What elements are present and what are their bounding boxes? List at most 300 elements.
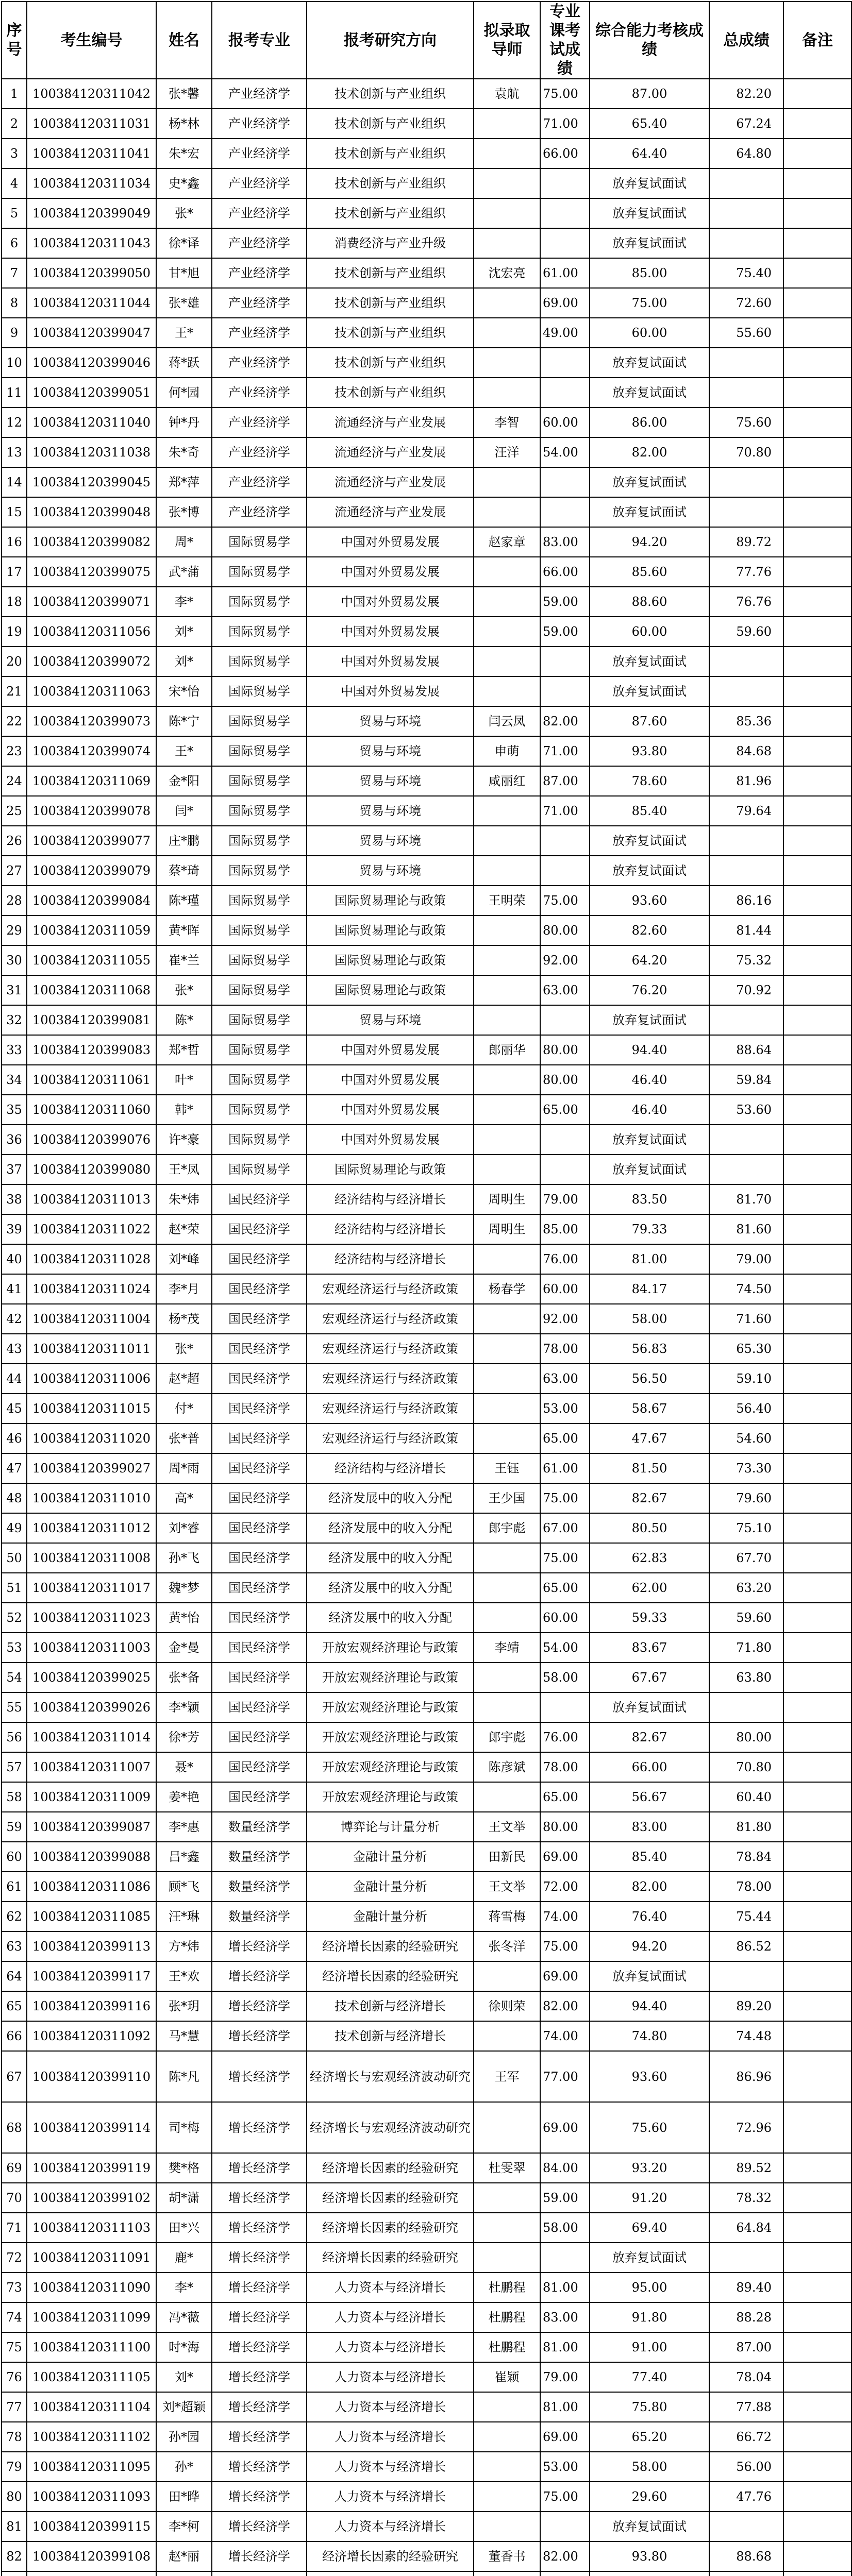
table-row [2, 2273, 851, 2302]
exam-score-cell: 82.00 [540, 1991, 590, 2021]
remarks-cell [783, 1065, 851, 1095]
table-row [2, 1663, 851, 1692]
total-score-cell: 71.60 [709, 1304, 783, 1334]
total-score-cell: 77.76 [709, 557, 783, 587]
exam-score-cell [540, 1155, 590, 1184]
exam-id-cell: 100384120311009 [27, 1782, 156, 1812]
seq-cell: 5 [2, 198, 27, 228]
major-cell [212, 2571, 307, 2576]
advisor-cell [474, 1244, 540, 1274]
name-cell: 孙*飞 [156, 1543, 212, 1573]
exam-id-cell: 100384120399088 [27, 1842, 156, 1872]
exam-id-cell: 100384120311008 [27, 1543, 156, 1573]
total-score-cell: 59.10 [709, 1364, 783, 1394]
total-score-cell: 78.00 [709, 1872, 783, 1902]
remarks-cell [783, 1364, 851, 1394]
exam-score-cell [540, 647, 590, 676]
exam-score-cell [540, 228, 590, 258]
exam-score-cell: 76.00 [540, 1722, 590, 1752]
total-score-cell: 56.00 [709, 2452, 783, 2482]
seq-cell: 4 [2, 168, 27, 198]
advisor-cell [474, 1334, 540, 1364]
direction-cell: 流通经济与产业发展 [307, 408, 474, 437]
remarks-cell [783, 975, 851, 1005]
exam-score-cell: 76.00 [540, 1244, 590, 1274]
advisor-cell: 杜鹏程 [474, 2273, 540, 2302]
exam-score-cell: 82.00 [540, 2541, 590, 2571]
advisor-cell [474, 1095, 540, 1125]
total-score-cell: 84.68 [709, 736, 783, 766]
seq-cell: 56 [2, 1722, 27, 1752]
exam-id-cell: 100384120399072 [27, 647, 156, 676]
major-cell: 国民经济学 [212, 1513, 307, 1543]
interview-score-cell: 放弃复试面试 [590, 647, 709, 676]
exam-score-cell: 65.00 [540, 1573, 590, 1603]
direction-cell: 国际贸易理论与政策 [307, 975, 474, 1005]
advisor-cell [474, 1961, 540, 1991]
exam-score-cell: 69.00 [540, 2102, 590, 2153]
major-cell: 产业经济学 [212, 79, 307, 109]
total-score-cell [709, 228, 783, 258]
remarks-cell [783, 1573, 851, 1603]
interview-score-cell: 74.80 [590, 2021, 709, 2051]
exam-score-cell [540, 2512, 590, 2541]
remarks-cell [783, 1692, 851, 1722]
seq-cell: 33 [2, 1035, 27, 1065]
interview-score-cell: 放弃复试面试 [590, 348, 709, 378]
exam-score-cell: 81.00 [540, 2392, 590, 2422]
advisor-cell [474, 1364, 540, 1394]
name-cell: 赵*丽 [156, 2541, 212, 2571]
table-row [2, 2102, 851, 2153]
remarks-cell [783, 2153, 851, 2183]
total-score-cell: 89.52 [709, 2153, 783, 2183]
total-score-cell: 80.00 [709, 1722, 783, 1752]
direction-cell: 技术创新与产业组织 [307, 139, 474, 168]
name-cell: 杨*茂 [156, 1304, 212, 1334]
name-cell: 聂* [156, 1752, 212, 1782]
interview-score-cell: 93.80 [590, 736, 709, 766]
remarks-cell [783, 1961, 851, 1991]
seq-cell: 28 [2, 886, 27, 916]
direction-cell: 开放宏观经济理论与政策 [307, 1633, 474, 1663]
table-row [2, 79, 851, 109]
interview-score-cell: 放弃复试面试 [590, 168, 709, 198]
total-score-cell [709, 1005, 783, 1035]
remarks-cell [783, 378, 851, 408]
direction-cell: 经济增长因素的经验研究 [307, 1931, 474, 1961]
interview-score-cell: 29.60 [590, 2482, 709, 2512]
remarks-cell [783, 1453, 851, 1483]
interview-score-cell: 76.40 [590, 1902, 709, 1931]
name-cell: 周* [156, 527, 212, 557]
exam-score-cell [540, 1125, 590, 1155]
advisor-cell: 郎宇彪 [474, 1722, 540, 1752]
exam-score-cell: 80.00 [540, 1812, 590, 1842]
table-row [2, 796, 851, 826]
interview-score-cell: 放弃复试面试 [590, 1692, 709, 1722]
name-cell: 刘* [156, 617, 212, 647]
interview-score-cell: 放弃复试面试 [590, 826, 709, 856]
direction-cell: 技术创新与产业组织 [307, 258, 474, 288]
interview-score-cell: 58.67 [590, 1394, 709, 1423]
total-score-cell [709, 467, 783, 497]
advisor-cell [474, 975, 540, 1005]
remarks-cell [783, 1095, 851, 1125]
advisor-cell [474, 109, 540, 139]
name-cell: 何*园 [156, 378, 212, 408]
exam-score-cell: 77.00 [540, 2051, 590, 2102]
exam-id-cell: 100384120311020 [27, 1423, 156, 1453]
interview-score-cell: 82.67 [590, 1483, 709, 1513]
name-cell: 蔡*琦 [156, 856, 212, 886]
major-cell: 国际贸易学 [212, 916, 307, 945]
exam-score-cell: 63.00 [540, 1364, 590, 1394]
seq-cell: 66 [2, 2021, 27, 2051]
table-row [2, 139, 851, 168]
major-cell: 增长经济学 [212, 2302, 307, 2332]
table-row [2, 198, 851, 228]
total-score-cell [709, 1961, 783, 1991]
interview-score-cell: 82.00 [590, 1872, 709, 1902]
table-row [2, 2153, 851, 2183]
exam-id-cell: 100384120399051 [27, 378, 156, 408]
table-row [2, 1692, 851, 1722]
exam-score-cell: 65.00 [540, 1095, 590, 1125]
major-cell: 国际贸易学 [212, 587, 307, 617]
seq-cell: 81 [2, 2512, 27, 2541]
exam-id-cell: 100384120311024 [27, 1274, 156, 1304]
table-row [2, 1722, 851, 1752]
name-cell: 徐*芳 [156, 1722, 212, 1752]
name-cell: 李*柯 [156, 2512, 212, 2541]
seq-cell: 27 [2, 856, 27, 886]
remarks-cell [783, 647, 851, 676]
direction-cell: 开放宏观经济理论与政策 [307, 1692, 474, 1722]
major-cell: 国民经济学 [212, 1633, 307, 1663]
total-score-cell: 64.84 [709, 2213, 783, 2243]
total-score-cell: 89.20 [709, 1991, 783, 2021]
name-cell: 刘*超颖 [156, 2392, 212, 2422]
table-row [2, 1453, 851, 1483]
direction-cell: 人力资本与经济增长 [307, 2512, 474, 2541]
seq-cell: 55 [2, 1692, 27, 1722]
direction-cell: 经济结构与经济增长 [307, 1214, 474, 1244]
major-cell: 国际贸易学 [212, 676, 307, 706]
direction-cell: 人力资本与经济增长 [307, 2302, 474, 2332]
exam-score-cell: 59.00 [540, 617, 590, 647]
direction-cell: 博弈论与计量分析 [307, 1812, 474, 1842]
major-cell: 国际贸易学 [212, 826, 307, 856]
direction-cell: 经济结构与经济增长 [307, 1184, 474, 1214]
exam-score-cell: 60.00 [540, 408, 590, 437]
major-cell: 国民经济学 [212, 1603, 307, 1633]
major-cell: 增长经济学 [212, 1991, 307, 2021]
exam-score-cell: 69.00 [540, 288, 590, 318]
major-cell: 增长经济学 [212, 2183, 307, 2213]
direction-cell: 经济发展中的收入分配 [307, 1543, 474, 1573]
name-cell: 刘*峰 [156, 1244, 212, 1274]
interview-score-cell: 87.60 [590, 706, 709, 736]
interview-score-cell: 86.00 [590, 408, 709, 437]
exam-score-cell: 79.00 [540, 1184, 590, 1214]
advisor-cell: 郎丽华 [474, 1035, 540, 1065]
table-row [2, 2021, 851, 2051]
interview-score-cell: 82.00 [590, 437, 709, 467]
major-cell: 国民经济学 [212, 1483, 307, 1513]
table-row [2, 1035, 851, 1065]
table-row [2, 557, 851, 587]
name-cell: 金*阳 [156, 766, 212, 796]
total-score-cell: 79.00 [709, 1244, 783, 1274]
exam-score-cell [540, 348, 590, 378]
remarks-cell [783, 766, 851, 796]
advisor-cell [474, 1394, 540, 1423]
exam-score-cell: 74.00 [540, 1902, 590, 1931]
exam-score-cell: 67.00 [540, 1513, 590, 1543]
remarks-cell [783, 676, 851, 706]
name-cell: 赵*超 [156, 1364, 212, 1394]
exam-score-cell: 83.00 [540, 2302, 590, 2332]
exam-id-cell: 100384120399026 [27, 1692, 156, 1722]
total-score-cell: 66.72 [709, 2422, 783, 2452]
advisor-cell: 郎宇彪 [474, 1513, 540, 1543]
total-score-cell [709, 2243, 783, 2273]
advisor-cell [474, 676, 540, 706]
advisor-cell: 汪洋 [474, 437, 540, 467]
remarks-cell [783, 2102, 851, 2153]
interview-score-cell: 46.40 [590, 1095, 709, 1125]
direction-cell: 技术创新与产业组织 [307, 348, 474, 378]
interview-score-cell: 88.60 [590, 587, 709, 617]
remarks-cell [783, 2243, 851, 2273]
exam-score-cell [540, 826, 590, 856]
major-cell: 增长经济学 [212, 2153, 307, 2183]
seq-cell: 79 [2, 2452, 27, 2482]
table-row [2, 2362, 851, 2392]
seq-cell: 19 [2, 617, 27, 647]
name-cell: 张*普 [156, 1423, 212, 1453]
remarks-cell [783, 1722, 851, 1752]
table-row [2, 706, 851, 736]
exam-id-cell: 100384120311099 [27, 2302, 156, 2332]
exam-score-cell: 61.00 [540, 258, 590, 288]
total-score-cell [709, 2571, 783, 2576]
total-score-cell: 77.88 [709, 2392, 783, 2422]
table-row [2, 258, 851, 288]
name-cell: 陈*凡 [156, 2051, 212, 2102]
remarks-cell [783, 2302, 851, 2332]
seq-cell: 71 [2, 2213, 27, 2243]
exam-score-cell: 65.00 [540, 1782, 590, 1812]
table-row [2, 1961, 851, 1991]
advisor-cell [474, 1603, 540, 1633]
name-cell: 李*惠 [156, 1812, 212, 1842]
advisor-cell: 申萌 [474, 736, 540, 766]
exam-id-cell: 100384120311004 [27, 1304, 156, 1334]
major-cell: 国际贸易学 [212, 647, 307, 676]
total-score-cell: 79.64 [709, 796, 783, 826]
major-cell: 产业经济学 [212, 198, 307, 228]
direction-cell: 贸易与环境 [307, 826, 474, 856]
name-cell: 赵*荣 [156, 1214, 212, 1244]
seq-cell: 6 [2, 228, 27, 258]
name-cell: 张*玥 [156, 1991, 212, 2021]
exam-id-cell: 100384120311059 [27, 916, 156, 945]
exam-id-cell: 100384120311086 [27, 1872, 156, 1902]
seq-cell: 16 [2, 527, 27, 557]
interview-score-cell: 80.50 [590, 1513, 709, 1543]
interview-score-cell: 83.00 [590, 1812, 709, 1842]
remarks-cell [783, 1334, 851, 1364]
interview-score-cell: 放弃复试面试 [590, 198, 709, 228]
seq-cell: 73 [2, 2273, 27, 2302]
remarks-cell [783, 2213, 851, 2243]
exam-score-cell [540, 467, 590, 497]
remarks-cell [783, 527, 851, 557]
exam-id-cell: 100384120399115 [27, 2512, 156, 2541]
col-header-name: 姓名 [156, 2, 212, 79]
name-cell: 田*兴 [156, 2213, 212, 2243]
interview-score-cell: 47.67 [590, 1423, 709, 1453]
table-row [2, 378, 851, 408]
exam-score-cell: 72.00 [540, 1872, 590, 1902]
direction-cell: 贸易与环境 [307, 736, 474, 766]
exam-score-cell: 87.00 [540, 766, 590, 796]
remarks-cell [783, 2392, 851, 2422]
table-row [2, 1214, 851, 1244]
interview-score-cell: 76.20 [590, 975, 709, 1005]
direction-cell: 金融计量分析 [307, 1842, 474, 1872]
total-score-cell: 72.96 [709, 2102, 783, 2153]
total-score-cell: 89.72 [709, 527, 783, 557]
table-row [2, 2541, 851, 2571]
name-cell: 张* [156, 1334, 212, 1364]
direction-cell: 经济发展中的收入分配 [307, 1603, 474, 1633]
col-header-remarks: 备注 [783, 2, 851, 79]
name-cell: 蒋*跃 [156, 348, 212, 378]
exam-id-cell: 100384120399081 [27, 1005, 156, 1035]
direction-cell: 经济发展中的收入分配 [307, 1483, 474, 1513]
advisor-cell [474, 796, 540, 826]
exam-id-cell: 100384120399080 [27, 1155, 156, 1184]
direction-cell: 经济发展中的收入分配 [307, 1573, 474, 1603]
total-score-cell: 67.24 [709, 109, 783, 139]
major-cell: 增长经济学 [212, 1931, 307, 1961]
major-cell: 国际贸易学 [212, 1125, 307, 1155]
seq-cell: 22 [2, 706, 27, 736]
advisor-cell [474, 2452, 540, 2482]
exam-score-cell: 75.00 [540, 886, 590, 916]
interview-score-cell: 56.67 [590, 1782, 709, 1812]
name-cell: 杨*林 [156, 109, 212, 139]
table-row [2, 2512, 851, 2541]
major-cell: 国际贸易学 [212, 1005, 307, 1035]
name-cell: 崔*兰 [156, 945, 212, 975]
seq-cell: 45 [2, 1394, 27, 1423]
header-row [2, 2, 851, 79]
major-cell: 数量经济学 [212, 1872, 307, 1902]
interview-score-cell: 93.20 [590, 2153, 709, 2183]
name-cell: 张*馨 [156, 79, 212, 109]
name-cell: 叶* [156, 1065, 212, 1095]
remarks-cell [783, 1752, 851, 1782]
direction-cell: 中国对外贸易发展 [307, 1035, 474, 1065]
interview-score-cell: 56.50 [590, 1364, 709, 1394]
interview-score-cell: 64.20 [590, 945, 709, 975]
remarks-cell [783, 1842, 851, 1872]
major-cell: 增长经济学 [212, 2452, 307, 2482]
table-row [2, 1184, 851, 1214]
direction-cell: 宏观经济运行与经济政策 [307, 1364, 474, 1394]
advisor-cell: 田新民 [474, 1842, 540, 1872]
total-score-cell: 70.92 [709, 975, 783, 1005]
seq-cell: 63 [2, 1931, 27, 1961]
exam-id-cell: 100384120399083 [27, 1035, 156, 1065]
seq-cell: 80 [2, 2482, 27, 2512]
advisor-cell: 王少国 [474, 1483, 540, 1513]
exam-id-cell: 100384120311104 [27, 2392, 156, 2422]
name-cell: 宋*怡 [156, 676, 212, 706]
major-cell: 产业经济学 [212, 467, 307, 497]
exam-score-cell: 60.00 [540, 1603, 590, 1633]
major-cell: 产业经济学 [212, 109, 307, 139]
direction-cell: 开放宏观经济理论与政策 [307, 1722, 474, 1752]
exam-id-cell: 100384120311023 [27, 1603, 156, 1633]
exam-id-cell: 100384120399084 [27, 886, 156, 916]
advisor-cell: 王军 [474, 2051, 540, 2102]
table-row [2, 1065, 851, 1095]
major-cell: 国民经济学 [212, 1692, 307, 1722]
table-row [2, 1394, 851, 1423]
exam-score-cell: 85.00 [540, 1214, 590, 1244]
exam-id-cell: 100384120311017 [27, 1573, 156, 1603]
total-score-cell: 86.16 [709, 886, 783, 916]
major-cell: 产业经济学 [212, 348, 307, 378]
exam-score-cell: 75.00 [540, 1931, 590, 1961]
advisor-cell [474, 587, 540, 617]
remarks-cell [783, 2452, 851, 2482]
exam-score-cell [540, 2571, 590, 2576]
seq-cell: 7 [2, 258, 27, 288]
seq-cell: 8 [2, 288, 27, 318]
table-row [2, 1812, 851, 1842]
seq-cell: 13 [2, 437, 27, 467]
advisor-cell [474, 378, 540, 408]
table-row [2, 1364, 851, 1394]
seq-cell: 32 [2, 1005, 27, 1035]
seq-cell: 58 [2, 1782, 27, 1812]
remarks-cell [783, 2021, 851, 2051]
exam-id-cell: 100384120311091 [27, 2243, 156, 2273]
total-score-cell: 75.44 [709, 1902, 783, 1931]
total-score-cell: 79.60 [709, 1483, 783, 1513]
advisor-cell: 李靖 [474, 1633, 540, 1663]
table-row [2, 318, 851, 348]
advisor-cell: 袁航 [474, 79, 540, 109]
total-score-cell: 81.96 [709, 766, 783, 796]
major-cell: 数量经济学 [212, 1842, 307, 1872]
name-cell: 李*月 [156, 1274, 212, 1304]
direction-cell: 经济发展中的收入分配 [307, 1513, 474, 1543]
direction-cell: 宏观经济运行与经济政策 [307, 1423, 474, 1453]
table-row [2, 467, 851, 497]
name-cell: 方*炜 [156, 1931, 212, 1961]
remarks-cell [783, 2422, 851, 2452]
major-cell: 国民经济学 [212, 1244, 307, 1274]
direction-cell: 中国对外贸易发展 [307, 1125, 474, 1155]
interview-score-cell: 放弃复试面试 [590, 1961, 709, 1991]
